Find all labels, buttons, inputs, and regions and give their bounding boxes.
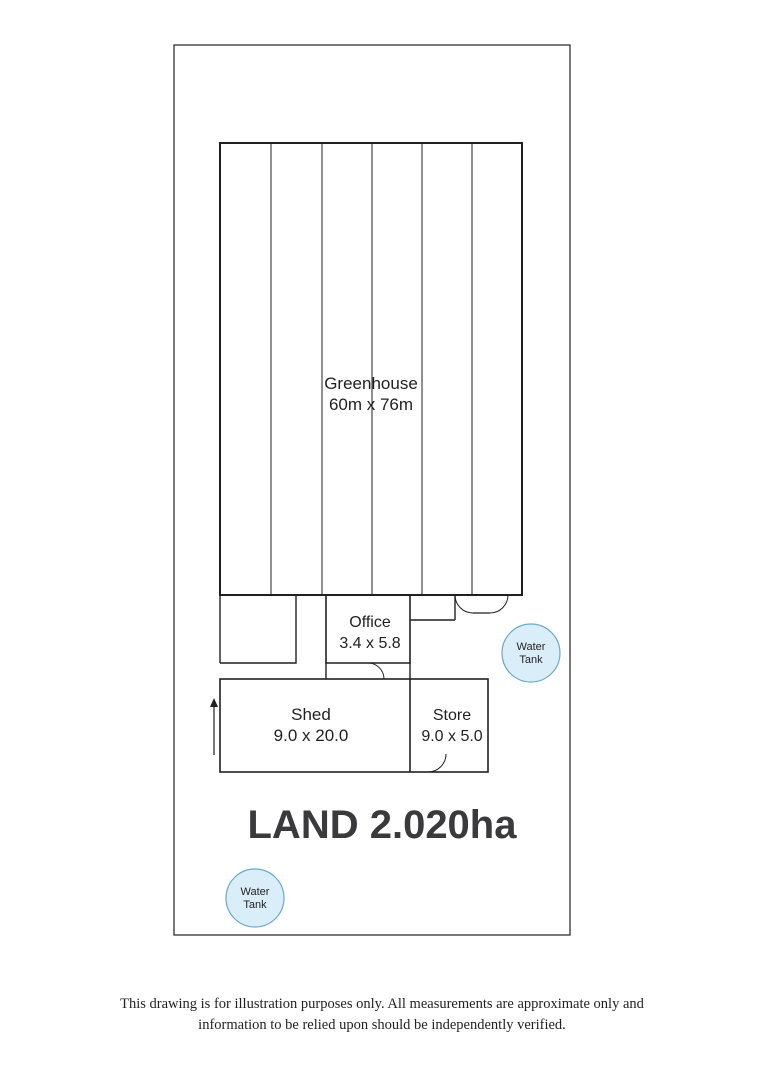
water-tank-top-line2: Tank bbox=[519, 654, 543, 666]
water-tank-bottom-line2: Tank bbox=[243, 899, 267, 911]
disclaimer-line-2: information to be relied upon should be independently verified. bbox=[198, 1017, 566, 1034]
greenhouse-name: Greenhouse bbox=[324, 374, 418, 393]
water-tank-top-line1: Water bbox=[516, 641, 546, 653]
greenhouse-outline bbox=[220, 143, 522, 595]
disclaimer bbox=[0, 994, 764, 1036]
water-tank-bottom bbox=[226, 869, 284, 927]
office-door-icon bbox=[368, 663, 384, 679]
office-name: Office bbox=[349, 614, 391, 631]
shed-dimensions: 9.0 x 20.0 bbox=[273, 726, 349, 745]
water-tank-circle-icon bbox=[502, 624, 560, 682]
disclaimer-line-1: This drawing is for illustration purposes only. All measurements are approximate only and bbox=[120, 996, 644, 1012]
left-annex-outline bbox=[220, 595, 296, 663]
water-tank-bottom-line1: Water bbox=[240, 886, 270, 898]
direction-arrow-icon bbox=[210, 698, 218, 755]
door-swing-icon bbox=[455, 595, 473, 613]
store-name: Store bbox=[432, 707, 472, 724]
shed-name: Shed bbox=[291, 705, 331, 724]
shed-store-outline bbox=[220, 679, 488, 772]
greenhouse-bay-lines bbox=[271, 143, 472, 595]
door-swing-icon bbox=[490, 595, 508, 613]
store-dimensions: 9.0 x 5.0 bbox=[421, 728, 483, 745]
store-door-icon bbox=[428, 754, 446, 772]
greenhouse-dimensions: 60m x 76m bbox=[328, 395, 414, 414]
office-dimensions: 3.4 x 5.8 bbox=[339, 635, 401, 652]
water-tank-top bbox=[502, 624, 560, 682]
water-tank-circle-icon bbox=[226, 869, 284, 927]
land-area-title: LAND 2.020ha bbox=[247, 803, 517, 847]
